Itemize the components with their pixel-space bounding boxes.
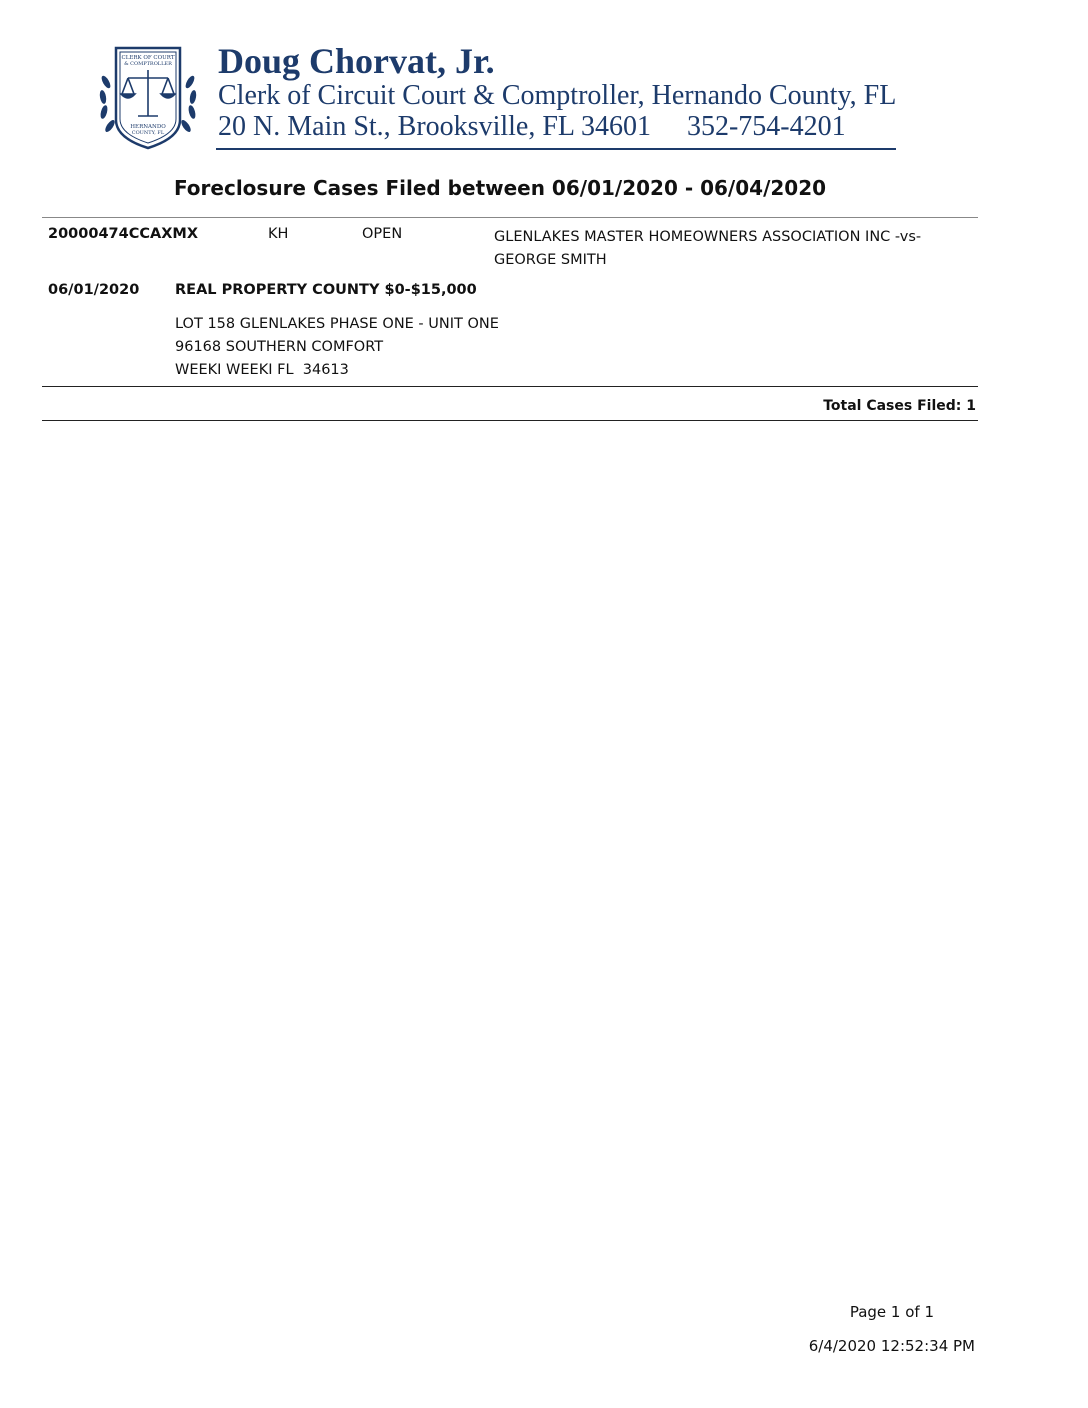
case-legal-description: LOT 158 GLENLAKES PHASE ONE - UNIT ONE (175, 316, 499, 332)
case-parties: GLENLAKES MASTER HOMEOWNERS ASSOCIATION INC -vs- GEORGE SMITH (494, 229, 922, 268)
table-bottom-rule (42, 420, 978, 421)
clerk-phone: 352-754-4201 (686, 111, 846, 142)
svg-text:CLERK OF COURT: CLERK OF COURT (121, 55, 175, 61)
page-number: Page 1 of 1 (849, 1303, 934, 1321)
table-mid-rule (42, 386, 978, 387)
clerk-address-line (218, 111, 846, 143)
header-rule (216, 148, 896, 150)
case-status: OPEN (362, 226, 403, 242)
case-type: REAL PROPERTY COUNTY $0-$15,000 (175, 282, 477, 298)
svg-text:COUNTY, FL: COUNTY, FL (131, 130, 165, 136)
clerk-office: Clerk of Circuit Court & Comptroller, Hernando County, FL (218, 80, 897, 111)
printed-timestamp: 6/4/2020 12:52:34 PM (808, 1337, 975, 1355)
case-filed-date: 06/01/2020 (48, 282, 140, 298)
clerk-name: Doug Chorvat, Jr. (218, 41, 495, 81)
case-city-line: WEEKI WEEKI FL 34613 (175, 362, 349, 378)
case-judge: KH (268, 226, 289, 242)
report-title: Foreclosure Cases Filed between 06/01/2020 - 06/04/2020 (173, 176, 827, 200)
total-cases-filed: Total Cases Filed: 1 (823, 398, 976, 414)
clerk-seal-logo (98, 42, 198, 152)
case-number: 20000474CCAXMX (48, 226, 199, 242)
case-street-address: 96168 SOUTHERN COMFORT (175, 339, 384, 355)
table-top-rule (42, 217, 978, 218)
svg-text:HERNANDO: HERNANDO (130, 124, 166, 130)
svg-text:& COMPTROLLER: & COMPTROLLER (124, 61, 172, 67)
clerk-address: 20 N. Main St., Brooksville, FL 34601 (218, 111, 651, 142)
